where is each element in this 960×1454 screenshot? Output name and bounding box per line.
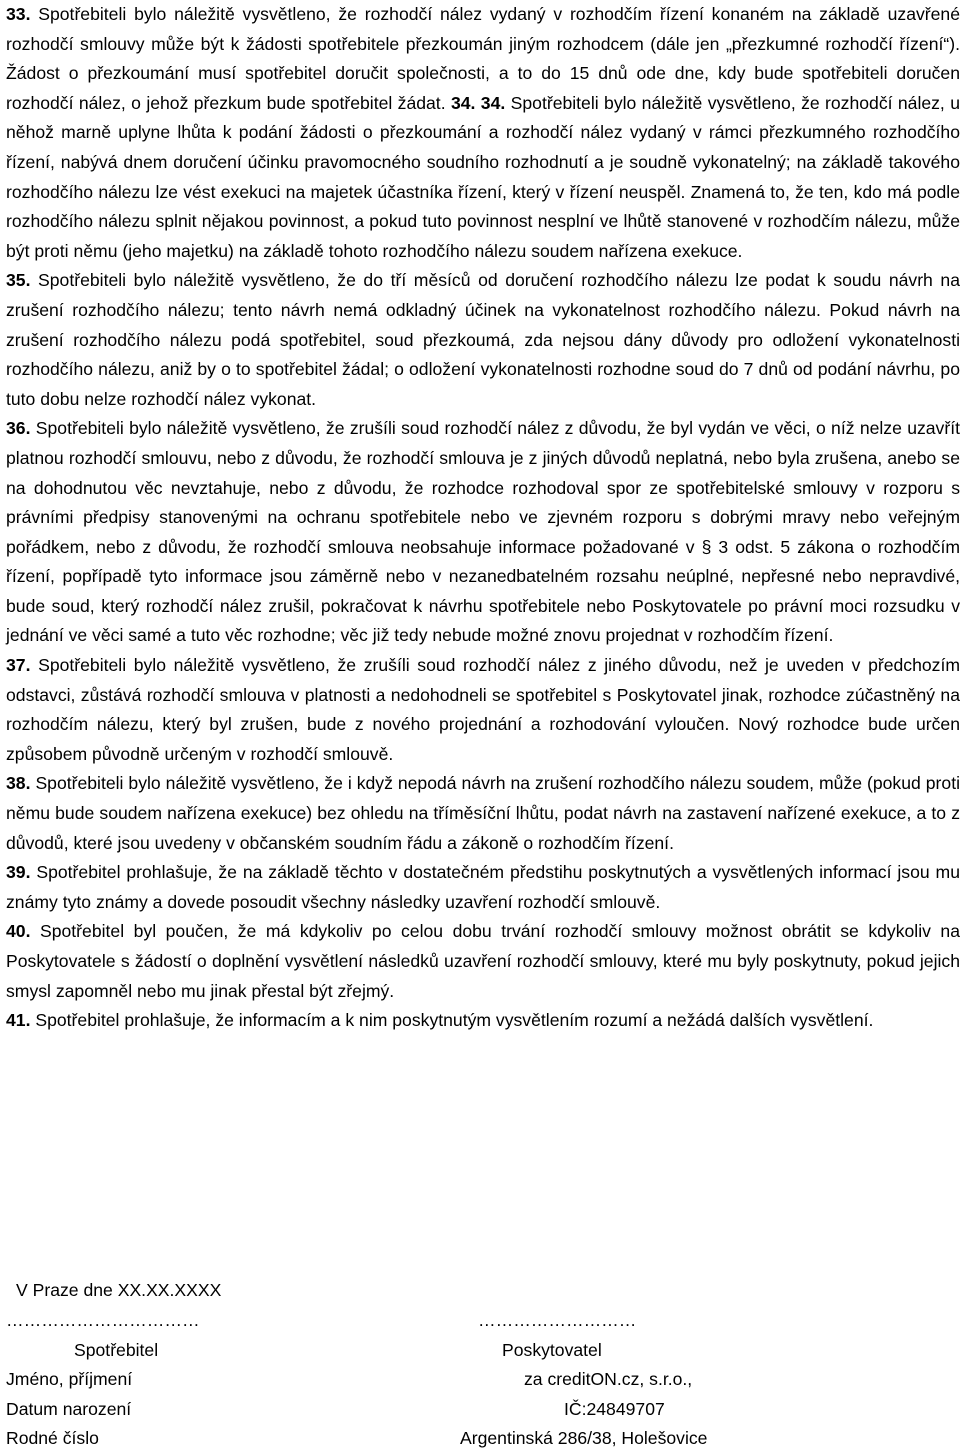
field-label-birth-number: Rodné číslo [6, 1428, 99, 1449]
paragraph-number: 41. [6, 1010, 31, 1031]
field-label-birthdate: Datum narození [6, 1398, 132, 1419]
paragraph-number: 34. [480, 92, 506, 113]
paragraph-text: Spotřebiteli bylo náležitě vysvětleno, že do tří měsíců od doručení rozhodčího nálezu lze podat k soudu návrh na zrušení rozhodčího nálezu; tento návrh nemá odkladný účinek na vykonatelnost rozhodčího nálezu. Pokud návrh na zrušení rozhodčího nálezu podá spotřebitel, soud přezkoumá, zda nejsou dány důvody pro odložení vykonatelnosti rozhodčího nálezu, aniž by o to spotřebitel žádal; o odložení vykonatelnosti rozhodne soud do 7 dnů od podání návrhu, po tuto dobu nelze rozhodčí nález vykonat. [6, 270, 960, 409]
provider-company: za creditON.cz, s.r.o., [524, 1369, 693, 1390]
paragraph-33 [6, 0, 960, 266]
paragraph-number: 38. [6, 773, 31, 794]
paragraph-37 [6, 651, 960, 769]
paragraph-number: 36. [6, 418, 31, 439]
paragraph-text: Spotřebitel byl poučen, že má kdykoliv po celou dobu trvání rozhodčí smlouvy možnost obrátit se kdykoliv na Poskytovatele s žádostí o doplnění vysvětlení následků uzavření rozhodčí smlouvy, které mu byly poskytnuty, pokud jejich smysl zapomněl nebo mu jinak přestal být zřejmý. [6, 921, 960, 1001]
paragraph-text: Spotřebitel prohlašuje, že informacím a k nim poskytnutým vysvětlením rozumí a nežádá dalších vysvětlení. [30, 1010, 874, 1031]
field-label-name: Jméno, příjmení [6, 1369, 133, 1390]
signature-line: ……………………… [478, 1310, 637, 1330]
signature-block-consumer [6, 1306, 346, 1454]
provider-address: Argentinská 286/38, Holešovice [460, 1428, 708, 1449]
signature-line: …………………………… [6, 1310, 200, 1330]
paragraph-number-inline: 34. [445, 92, 476, 113]
paragraph-text: Spotřebiteli bylo náležitě vysvětleno, že rozhodčí nález, u něhož marně uplyne lhůta k podání žádosti o přezkoumání a rozhodčí nález vydaný v rámci přezkumného rozhodčího řízení, nabývá dnem doručení účinku pravomocného soudního rozhodnutí a je soudně vykonatelný; na základě takového rozhodčího nálezu lze vést exekuci na majetek účastníka řízení, který v řízení neuspěl. Znamená to, že ten, kdo má podle rozhodčího nálezu splnit nějakou povinnost, a pokud tuto povinnost nesplní ve lhůtě stanovené v rozhodčím nálezu, může být proti němu (jeho majetku) na základě tohoto rozhodčího nálezu soudem nařízena exekuce. [6, 92, 960, 261]
paragraph-text: Spotřebiteli bylo náležitě vysvětleno, že i když nepodá návrh na zrušení rozhodčího nálezu soudem, může (pokud proti němu bude soudem nařízena exekuce) bez ohledu na tříměsíční lhůtu, podat návrh na zastavení nařízené exekuce, a to z důvodů, které jsou uvedeny v občanském soudním řádu a zákoně o rozhodčím řízení. [6, 773, 960, 853]
paragraph-text: Spotřebitel prohlašuje, že na základě těchto v dostatečném předstihu poskytnutých a vysvětlených informací jsou mu známy tyto známy a dovede posoudit všechny následky uzavření rozhodčí smlouvě. [6, 862, 960, 912]
paragraph-39 [6, 858, 960, 917]
document-body [6, 0, 960, 1036]
paragraph-text: Spotřebiteli bylo náležitě vysvětleno, že rozhodčí nález vydaný v rozhodčím řízení konaném na základě uzavřené rozhodčí smlouvy může být k žádosti spotřebitele přezkoumán jiným rozhodcem (dále jen „přezkumné rozhodčí řízení“). Žádost o přezkoumání musí spotřebitel doručit společnosti, a to do 15 dnů ode dne, kdy bude spotřebiteli doručen rozhodčí nález, o jehož přezkum bude spotřebitel žádat. [6, 4, 960, 113]
paragraph-36 [6, 414, 960, 651]
paragraph-number: 40. [6, 921, 31, 942]
paragraph-number: 33. [6, 4, 31, 24]
signature-role: Spotřebitel [74, 1339, 159, 1360]
paragraph-35 [6, 266, 960, 414]
paragraph-number: 35. [6, 270, 31, 291]
date-line: V Praze dne XX.XX.XXXX [16, 1280, 222, 1300]
paragraph-40 [6, 917, 960, 1006]
paragraph-41 [6, 1006, 960, 1036]
signature-role: Poskytovatel [502, 1339, 602, 1360]
paragraph-number: 39. [6, 862, 31, 883]
paragraph-text: Spotřebiteli bylo náležitě vysvětleno, že zrušíli soud rozhodčí nález z důvodu, že byl vydán ve věci, o níž nelze uzavřít platnou rozhodčí smlouvu, nebo z důvodu, že rozhodčí smlouva je z jiných důvodů neplatná, nebo byla zrušena, anebo se na dohodnutou věc nevztahuje, nebo z důvodu, že rozhodce rozhodoval spor ze spotřebitelské smlouvy v rozporu s právními předpisy stanovenými na ochranu spotřebitele nebo ve zjevném rozporu s dobrými mravy nebo veřejným pořádkem, nebo z důvodu, že rozhodčí smlouva neobsahuje informace požadované v § 3 odst. 5 zákona o rozhodčím řízení, popřípadě tyto informace jsou záměrně nebo v nezanedbatelném rozsahu neúplné, nepřesné nebo nepravdivé, bude soud, který rozhodčí nález zrušil, pokračovat k návrhu spotřebitele nebo Poskytovatele po právní moci rozsudku v jednání ve věci samé a tuto věc rozhodne; věc již tedy nebude možné znovu projednat v rozhodčím řízení. [6, 418, 960, 646]
signature-block-provider [460, 1306, 960, 1454]
paragraph-text: Spotřebiteli bylo náležitě vysvětleno, že zrušíli soud rozhodčí nález z jiného důvodu, než je uveden v předchozím odstavci, zůstává rozhodčí smlouva v platnosti a nedohodneli se spotřebitel s Poskytovatel jinak, rozhodce zúčastněný na rozhodčím nálezu, který byl zrušen, bude z nového projednání a rozhodování vyloučen. Nový rozhodce bude určen způsobem původně určeným v rozhodčí smlouvě. [6, 655, 960, 764]
paragraph-38 [6, 769, 960, 858]
provider-id: IČ:24849707 [564, 1398, 665, 1419]
paragraph-number: 37. [6, 655, 31, 676]
